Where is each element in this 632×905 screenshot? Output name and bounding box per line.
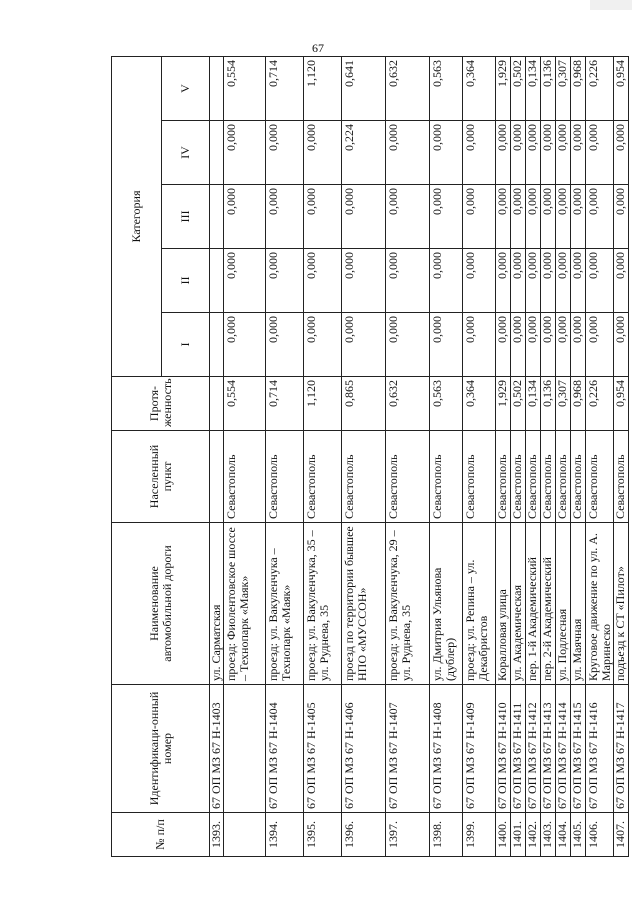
row-cat-5-cell: 0,632 [386, 56, 430, 120]
row-cat-2-cell: 0,000 [266, 249, 304, 313]
row-locality-cell: Севастополь [304, 431, 342, 523]
row-cat-4-cell: 0,000 [386, 121, 430, 185]
row-num-cell: 1396. [342, 813, 386, 857]
table-row [526, 56, 541, 856]
row-cat-1-cell: 0,000 [586, 313, 614, 377]
row-num-cell: 1393. [210, 813, 224, 857]
row-length-cell: 0,968 [571, 377, 586, 431]
row-cat-4-cell [210, 121, 224, 185]
row-length-cell: 0,136 [541, 377, 556, 431]
row-name-cell: Коралловая улица [496, 523, 511, 685]
row-num-cell: 1398. [430, 813, 463, 857]
row-cat-4-cell: 0,000 [266, 121, 304, 185]
row-cat-3-cell: 0,000 [496, 185, 511, 249]
row-cat-5-cell: 0,226 [586, 56, 614, 120]
row-id-cell: 67 ОП МЗ 67 Н-1417 [614, 685, 629, 813]
row-cat-5-cell: 0,563 [430, 56, 463, 120]
row-cat-5-cell: 1,120 [304, 56, 342, 120]
row-cat-5-cell: 1,929 [496, 56, 511, 120]
row-cat-2-cell: 0,000 [224, 249, 266, 313]
header-cat-2: II [162, 249, 210, 313]
row-length-cell: 0,714 [266, 377, 304, 431]
row-length-cell: 1,929 [496, 377, 511, 431]
row-id-cell: 67 ОП МЗ 67 Н-1405 [304, 685, 342, 813]
row-cat-1-cell: 0,000 [511, 313, 526, 377]
row-cat-3-cell [210, 185, 224, 249]
row-id-cell: 67 ОП МЗ 67 Н-1409 [463, 685, 496, 813]
row-id-cell: 67 ОП МЗ 67 Н-1408 [430, 685, 463, 813]
row-name-cell: проезд: Фиолентовское шоссе – Технопарк «Маяк» [224, 523, 266, 685]
row-length-cell: 0,226 [586, 377, 614, 431]
row-name-cell: проезд: ул. Вакуленчука, 35 – ул. Руднева, 35 [304, 523, 342, 685]
table-row [496, 56, 511, 856]
row-num-cell: 1405. [571, 813, 586, 857]
row-cat-3-cell: 0,000 [526, 185, 541, 249]
row-num-cell: 1404. [556, 813, 571, 857]
row-locality-cell: Севастополь [430, 431, 463, 523]
row-name-cell: ул. Подлесная [556, 523, 571, 685]
row-num-cell: 1399. [463, 813, 496, 857]
table-row [511, 56, 526, 856]
row-cat-5-cell [210, 56, 224, 120]
row-name-cell: пер. 1-й Академический [526, 523, 541, 685]
row-name-cell: пер. 2-й Академический [541, 523, 556, 685]
row-length-cell: 0,865 [342, 377, 386, 431]
row-length-cell: 0,364 [463, 377, 496, 431]
row-num-cell: 1402. [526, 813, 541, 857]
header-cat-5: V [162, 56, 210, 120]
row-cat-3-cell: 0,000 [511, 185, 526, 249]
row-id-cell: 67 ОП МЗ 67 Н-1416 [586, 685, 614, 813]
page-number: 67 [312, 41, 324, 55]
row-name-cell: проезд по территории бывшее НПО «МУССОН» [342, 523, 386, 685]
row-cat-1-cell: 0,000 [496, 313, 511, 377]
row-cat-3-cell: 0,000 [342, 185, 386, 249]
row-id-cell: 67 ОП МЗ 67 Н-1403 [210, 685, 224, 813]
roads-table [111, 56, 629, 857]
row-cat-1-cell: 0,000 [571, 313, 586, 377]
rotated-table-frame [111, 57, 628, 857]
row-cat-3-cell: 0,000 [586, 185, 614, 249]
row-id-cell: 67 ОП МЗ 67 Н-1413 [541, 685, 556, 813]
table-row [541, 56, 556, 856]
row-cat-5-cell: 0,641 [342, 56, 386, 120]
row-cat-4-cell: 0,000 [586, 121, 614, 185]
row-locality-cell: Севастополь [614, 431, 629, 523]
row-id-cell: 67 ОП МЗ 67 Н-1407 [386, 685, 430, 813]
row-name-cell: подъезд к СТ «Пилот» [614, 523, 629, 685]
row-cat-4-cell: 0,000 [614, 121, 629, 185]
row-name-cell: проезд: ул. Вакуленчука – Технопарк «Маяк» [266, 523, 304, 685]
row-length-cell: 1,120 [304, 377, 342, 431]
header-cat-4: IV [162, 121, 210, 185]
row-cat-5-cell: 0,134 [526, 56, 541, 120]
row-cat-2-cell: 0,000 [430, 249, 463, 313]
header-cat-3: III [162, 185, 210, 249]
row-length-cell: 0,954 [614, 377, 629, 431]
table-row [386, 56, 430, 856]
row-num-cell: 1401. [511, 813, 526, 857]
row-cat-3-cell: 0,000 [386, 185, 430, 249]
row-num-cell: 1406. [586, 813, 614, 857]
row-cat-5-cell: 0,968 [571, 56, 586, 120]
header-name: Наименование автомобильной дороги [112, 523, 210, 685]
row-id-cell: 67 ОП МЗ 67 Н-1404 [266, 685, 304, 813]
row-cat-5-cell: 0,364 [463, 56, 496, 120]
table-wrapper [111, 57, 628, 857]
row-cat-4-cell: 0,000 [463, 121, 496, 185]
table-row [210, 56, 224, 856]
table-row [614, 56, 629, 856]
row-id-cell: 67 ОП МЗ 67 Н-1412 [526, 685, 541, 813]
table-row [304, 56, 342, 856]
row-cat-1-cell: 0,000 [224, 313, 266, 377]
row-cat-3-cell: 0,000 [266, 185, 304, 249]
row-cat-5-cell: 0,954 [614, 56, 629, 120]
table-row [571, 56, 586, 856]
row-num-cell: 1394. [266, 813, 304, 857]
row-cat-1-cell: 0,000 [614, 313, 629, 377]
row-id-cell [224, 685, 266, 813]
row-cat-2-cell: 0,000 [586, 249, 614, 313]
row-num-cell: 1395. [304, 813, 342, 857]
row-cat-2-cell: 0,000 [386, 249, 430, 313]
row-cat-3-cell: 0,000 [224, 185, 266, 249]
row-cat-2-cell: 0,000 [526, 249, 541, 313]
header-id: Идентификаци-онный номер [112, 685, 210, 813]
row-name-cell: проезд: ул. Репина – ул. Декабристов [463, 523, 496, 685]
row-cat-4-cell: 0,000 [526, 121, 541, 185]
table-row [556, 56, 571, 856]
row-locality-cell: Севастополь [556, 431, 571, 523]
row-id-cell: 67 ОП МЗ 67 Н-1411 [511, 685, 526, 813]
table-row [342, 56, 386, 856]
row-num-cell: 1407. [614, 813, 629, 857]
header-category: Категория [112, 56, 162, 376]
row-locality-cell: Севастополь [586, 431, 614, 523]
row-cat-5-cell: 0,136 [541, 56, 556, 120]
row-cat-1-cell: 0,000 [526, 313, 541, 377]
row-cat-3-cell: 0,000 [541, 185, 556, 249]
header-length: Протя-женность [112, 377, 210, 431]
row-cat-2-cell [210, 249, 224, 313]
row-cat-4-cell: 0,000 [496, 121, 511, 185]
row-cat-4-cell: 0,000 [571, 121, 586, 185]
header-locality: Населенный пункт [112, 431, 210, 523]
row-cat-1-cell: 0,000 [463, 313, 496, 377]
row-cat-2-cell: 0,000 [541, 249, 556, 313]
row-locality-cell: Севастополь [526, 431, 541, 523]
row-cat-5-cell: 0,714 [266, 56, 304, 120]
row-cat-3-cell: 0,000 [304, 185, 342, 249]
row-cat-4-cell: 0,000 [224, 121, 266, 185]
row-cat-3-cell: 0,000 [556, 185, 571, 249]
header-num: № п/п [112, 813, 210, 857]
row-cat-2-cell: 0,000 [511, 249, 526, 313]
row-locality-cell: Севастополь [342, 431, 386, 523]
row-cat-5-cell: 0,502 [511, 56, 526, 120]
row-cat-2-cell: 0,000 [556, 249, 571, 313]
row-cat-5-cell: 0,554 [224, 56, 266, 120]
row-name-cell: ул. Сарматская [210, 523, 224, 685]
row-cat-3-cell: 0,000 [463, 185, 496, 249]
row-num-cell [224, 813, 266, 857]
row-locality-cell: Севастополь [571, 431, 586, 523]
row-locality-cell: Севастополь [266, 431, 304, 523]
row-cat-3-cell: 0,000 [430, 185, 463, 249]
table-body [210, 56, 629, 856]
row-cat-4-cell: 0,224 [342, 121, 386, 185]
row-cat-1-cell: 0,000 [342, 313, 386, 377]
row-cat-2-cell: 0,000 [463, 249, 496, 313]
row-cat-1-cell: 0,000 [266, 313, 304, 377]
row-name-cell: ул. Академическая [511, 523, 526, 685]
row-cat-4-cell: 0,000 [541, 121, 556, 185]
row-length-cell: 0,502 [511, 377, 526, 431]
row-cat-1-cell: 0,000 [386, 313, 430, 377]
row-locality-cell: Севастополь [541, 431, 556, 523]
row-length-cell: 0,554 [224, 377, 266, 431]
row-cat-4-cell: 0,000 [556, 121, 571, 185]
row-name-cell: Круговое движение по ул. А. Маринеско [586, 523, 614, 685]
row-length-cell: 0,134 [526, 377, 541, 431]
row-locality-cell: Севастополь [386, 431, 430, 523]
row-num-cell: 1400. [496, 813, 511, 857]
header-cat-1: I [162, 313, 210, 377]
row-num-cell: 1403. [541, 813, 556, 857]
row-length-cell: 0,307 [556, 377, 571, 431]
row-cat-3-cell: 0,000 [614, 185, 629, 249]
table-row [224, 56, 266, 856]
row-cat-2-cell: 0,000 [496, 249, 511, 313]
row-cat-4-cell: 0,000 [430, 121, 463, 185]
row-cat-1-cell: 0,000 [304, 313, 342, 377]
table-row [586, 56, 614, 856]
scan-corner-mark [590, 0, 632, 10]
row-cat-1-cell: 0,000 [541, 313, 556, 377]
row-id-cell: 67 ОП МЗ 67 Н-1406 [342, 685, 386, 813]
row-cat-1-cell [210, 313, 224, 377]
table-row [463, 56, 496, 856]
table-row [266, 56, 304, 856]
row-id-cell: 67 ОП МЗ 67 Н-1414 [556, 685, 571, 813]
row-locality-cell: Севастополь [496, 431, 511, 523]
row-cat-1-cell: 0,000 [430, 313, 463, 377]
row-name-cell: ул. Дмитрия Ульянова (дублер) [430, 523, 463, 685]
table-row [430, 56, 463, 856]
row-cat-2-cell: 0,000 [614, 249, 629, 313]
row-length-cell [210, 377, 224, 431]
row-cat-2-cell: 0,000 [304, 249, 342, 313]
row-cat-4-cell: 0,000 [511, 121, 526, 185]
row-locality-cell [210, 431, 224, 523]
row-name-cell: ул. Маячная [571, 523, 586, 685]
row-locality-cell: Севастополь [463, 431, 496, 523]
row-cat-2-cell: 0,000 [342, 249, 386, 313]
row-cat-5-cell: 0,307 [556, 56, 571, 120]
row-cat-3-cell: 0,000 [571, 185, 586, 249]
row-length-cell: 0,563 [430, 377, 463, 431]
row-cat-1-cell: 0,000 [556, 313, 571, 377]
row-locality-cell: Севастополь [224, 431, 266, 523]
row-cat-2-cell: 0,000 [571, 249, 586, 313]
row-locality-cell: Севастополь [511, 431, 526, 523]
row-id-cell: 67 ОП МЗ 67 Н-1410 [496, 685, 511, 813]
row-id-cell: 67 ОП МЗ 67 Н-1415 [571, 685, 586, 813]
row-cat-4-cell: 0,000 [304, 121, 342, 185]
row-name-cell: проезд: ул. Вакуленчука, 29 – ул. Руднева, 35 [386, 523, 430, 685]
row-length-cell: 0,632 [386, 377, 430, 431]
row-num-cell: 1397. [386, 813, 430, 857]
